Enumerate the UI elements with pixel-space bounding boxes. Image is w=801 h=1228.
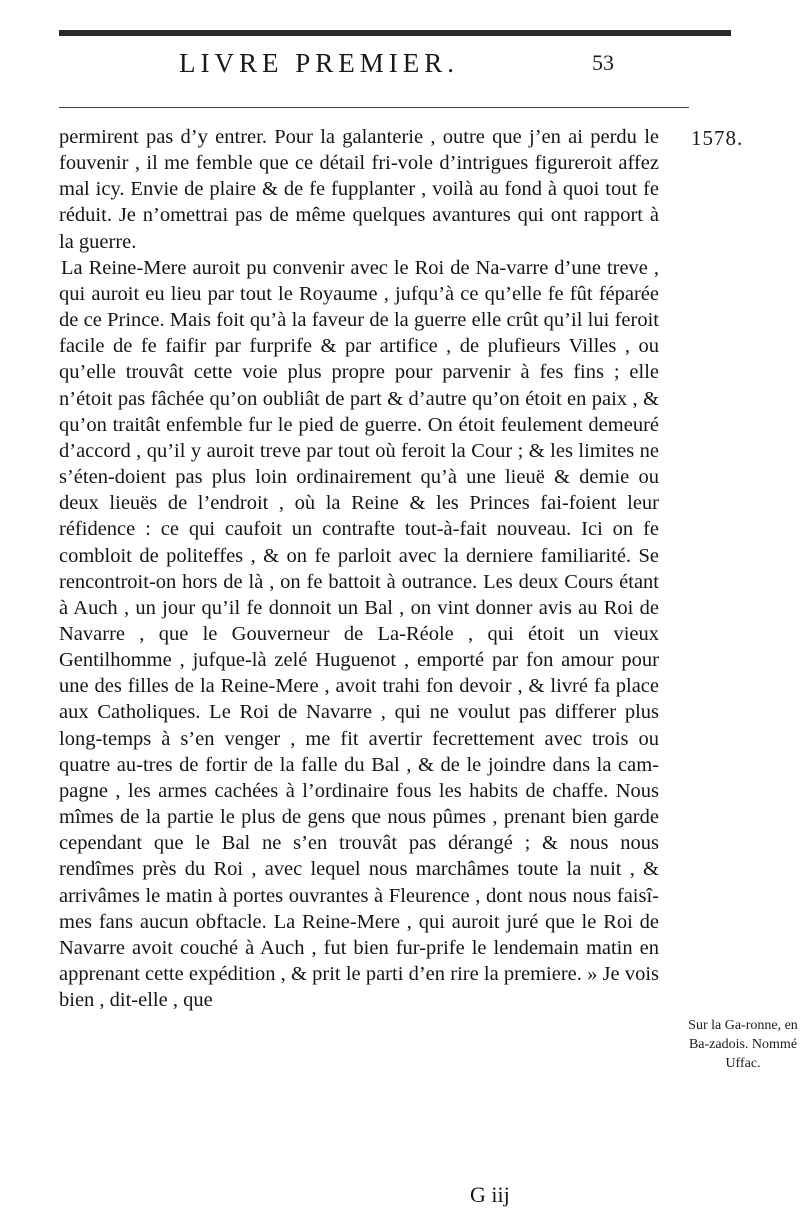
- header-rule: [59, 107, 689, 108]
- signature-mark: G iij: [470, 1182, 510, 1207]
- running-title: LIVRE PREMIER.: [179, 48, 460, 78]
- paragraph-2: La Reine-Mere auroit pu convenir avec le Roi de Na-varre d’une treve , qui auroit eu lieu par tout le Royaume , jufqu’à ce qu’elle fe fût féparée de ce Prince. Mais foit qu’à la faveur de la guerre elle crût qu’il lui feroit facile de fe faifir par furprife & par artifice , de plufieurs Villes , ou qu’elle trouvât cette voie plus propre pour parvenir à fes fins ; elle n’étoit pas fâchée qu’on oubliât de part & d’autre qu’on étoit en paix , & qu’on traitât enfemble fur le pied de guerre. On étoit feulement demeuré d’accord , qu’il y auroit treve par tout où feroit la Cour ; & les limites ne s’éten-doient pas plus loin ordinairement qu’à une lieuë & demie ou deux lieuës de l’endroit , où la Reine & les Princes fai-foient leur réfidence : ce qui caufoit un contrafte tout-à-fait nouveau. Ici on fe combloit de politeffes , & on fe parloit avec la derniere familiarité. Se rencontroit-on hors de là , on fe battoit à outrance. Les deux Cours étant à Auch , un jour qu’il fe donnoit un Bal , on vint donner avis au Roi de Navarre , que le Gouverneur de La-Réole , qui étoit un vieux Gentilhomme , jufque-là zelé Huguenot , emporté par fon amour pour une des filles de la Reine-Mere , avoit trahi fon devoir , & livré fa place aux Catholiques. Le Roi de Navarre , qui ne voulut pas differer plus long-temps à s’en venger , me fit avertir fecrettement avec trois ou quatre au-tres de fortir de la falle du Bal , & de le joindre dans la cam-pagne , les armes cachées à l’ordinaire fous les habits de chaffe. Nous mîmes de la partie le plus de gens que nous pûmes , prenant bien garde cependant que le Bal ne s’en trouvât pas dérangé ; & nous nous rendîmes près du Roi , avec lequel nous marchâmes toute la nuit , & arrivâmes le matin à portes ouvrantes à Fleurence , dont nous nous faisî-mes fans aucun obftacle. La Reine-Mere , qui auroit juré que le Roi de Navarre avoit couché à Auch , fut bien fur-prife le lendemain matin en apprenant cette expédition , & prit le parti d’en rire la premiere. » Je vois bien , dit-elle , que: [59, 256, 659, 1012]
- margin-year: 1578.: [691, 126, 744, 150]
- paragraph-1: permirent pas d’y entrer. Pour la galanterie , outre que j’en ai perdu le fouvenir , il me femble que ce détail fri-vole d’intrigues figureroit affez mal icy. Envie de plaire & de fe fupplanter , voilà au fond à quoi tout fe réduit. Je n’omettrai pas de même quelques avantures qui ont rapport à la guerre.: [59, 126, 659, 253]
- page-header: [59, 46, 731, 116]
- body-text: [59, 124, 659, 1013]
- margin-note: Sur la Ga-ronne, en Ba-zadois. Nommé Uffac.: [688, 1018, 798, 1071]
- top-rule: [59, 30, 731, 36]
- page-number: 53: [592, 50, 614, 75]
